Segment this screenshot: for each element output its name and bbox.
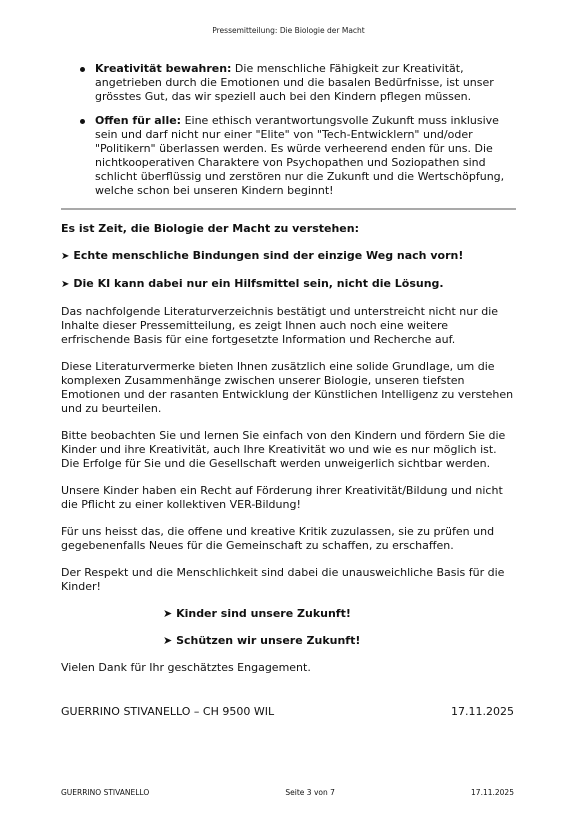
arrow-right-icon: ➤ <box>163 634 173 647</box>
section-heading: Es ist Zeit, die Biologie der Macht zu verstehen: <box>61 222 359 235</box>
bullet-icon <box>80 119 85 124</box>
bullet-label: Kreativität bewahren: <box>95 62 232 75</box>
arrow-right-icon: ➤ <box>163 607 173 620</box>
section-divider <box>61 208 516 210</box>
bullet-text: Eine ethisch verantwortungsvolle Zukunft muss inklusive sein und darf nicht nur einer "Elite" von "Tech-Entwicklern" und/oder "Politikern" überlassen werden. Es würde verheerend enden für uns. Die nichtkooperativen Charaktere von Psychopathen und Soziopathen sind schlicht überflüssig und zerstören nur die Zukunft und die Wertschöpfung, welche schon bei unseren Kindern beginnt! <box>95 114 505 197</box>
paragraph: Das nachfolgende Literaturverzeichnis bestätigt und unterstreicht nicht nur die Inhalte dieser Pressemitteilung, es zeigt Ihnen auch noch eine weitere erfrischende Basis für eine fortgesetzte Information und Recherche auf. <box>61 305 499 346</box>
list-item <box>95 114 516 198</box>
slogan: ➤ Schützen wir unsere Zukunft! <box>163 634 361 647</box>
bullet-text: Die menschliche Fähigkeit zur Kreativität, angetrieben durch die Emotionen und die basalen Bedürfnisse, ist unser grösstes Gut, das wir speziell auch bei den Kindern pflegen müssen. <box>95 62 494 103</box>
arrow-statement: ➤ Die KI kann dabei nur ein Hilfsmittel sein, nicht die Lösung. <box>61 277 444 290</box>
arrow-right-icon: ➤ <box>61 251 70 262</box>
signature-line <box>61 705 514 718</box>
closing-line: Vielen Dank für Ihr geschätztes Engagement. <box>61 661 311 674</box>
bullet-list <box>61 62 516 198</box>
arrow-right-icon: ➤ <box>61 279 70 290</box>
footer-page-number: Seite 3 von 7 <box>285 788 335 797</box>
footer-date: 17.11.2025 <box>471 788 514 797</box>
signature-date: 17.11.2025 <box>451 705 514 718</box>
paragraph: Der Respekt und die Menschlichkeit sind dabei die unausweichliche Basis für die Kinder! <box>61 566 505 593</box>
paragraph: Bitte beobachten Sie und lernen Sie einfach von den Kindern und fördern Sie die Kinder und ihre Kreativität, auch Ihre Kreativität wo und wie es nur möglich ist. Die Erfolge für Sie und die Gesellschaft werden unweigerlich sichtbar werden. <box>61 429 506 470</box>
paragraph: Diese Literaturvermerke bieten Ihnen zusätzlich eine solide Grundlage, um die komplexen Zusammenhänge zwischen unserer Biologie, unseren tiefsten Emotionen und der rasanten Entwicklung der Künstlichen Intelligenz zu verstehen und zu beurteilen. <box>61 360 514 415</box>
bullet-label: Offen für alle: <box>95 114 182 127</box>
slogan: ➤ Kinder sind unsere Zukunft! <box>163 607 351 620</box>
document-body <box>61 62 516 688</box>
list-item <box>95 62 516 104</box>
page-footer <box>61 788 514 797</box>
paragraph: Für uns heisst das, die offene und kreative Kritik zuzulassen, sie zu prüfen und gegebenenfalls Neues für die Gemeinschaft zu schaffen, zu erschaffen. <box>61 525 495 552</box>
footer-author: GUERRINO STIVANELLO <box>61 788 150 797</box>
signature-name: GUERRINO STIVANELLO – CH 9500 WIL <box>61 705 275 718</box>
page-header: Pressemitteilung: Die Biologie der Macht <box>212 26 365 35</box>
paragraph: Unsere Kinder haben ein Recht auf Förderung ihrer Kreativität/Bildung und nicht die Pflicht zu einer kollektiven VER-Bildung! <box>61 484 503 511</box>
bullet-icon <box>80 67 85 72</box>
arrow-statement: ➤ Echte menschliche Bindungen sind der einzige Weg nach vorn! <box>61 249 464 262</box>
